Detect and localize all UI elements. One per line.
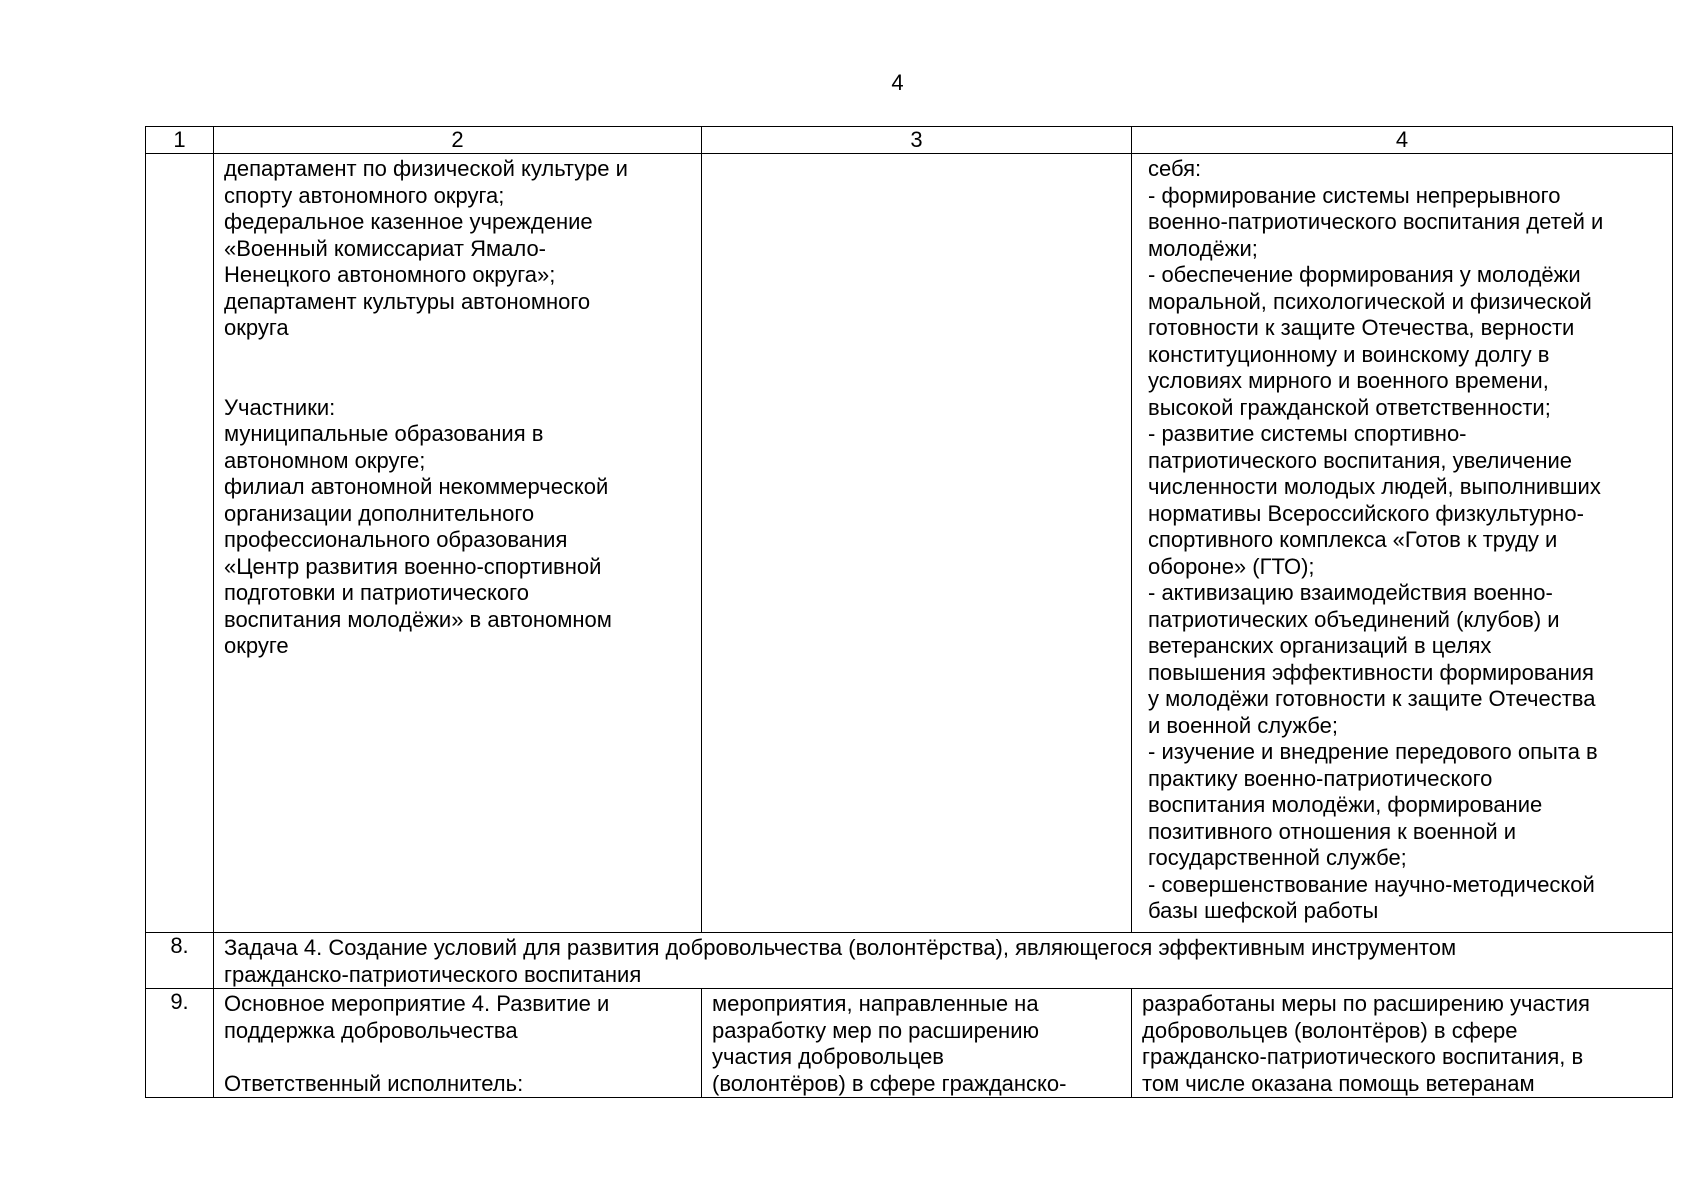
column-header-4: 4	[1132, 127, 1673, 154]
program-table	[145, 126, 1673, 1098]
table-row	[146, 933, 1673, 989]
main-event-cell: Основное мероприятие 4. Развитие и поддержка добровольчества Ответственный исполнитель:	[214, 989, 702, 1098]
column-header-1: 1	[146, 127, 214, 154]
column-header-2: 2	[214, 127, 702, 154]
row-number: 8.	[146, 933, 214, 989]
row-number: 9.	[146, 989, 214, 1098]
expected-results-cell: разработаны меры по расширению участия добровольцев (волонтёров) в сфере гражданско-патриотического воспитания, в том числе оказана помощь ветеранам	[1132, 989, 1673, 1098]
empty-cell	[702, 154, 1132, 933]
event-description-cell: мероприятия, направленные на разработку мер по расширению участия добровольцев (волонтёров) в сфере гражданско-	[702, 989, 1132, 1098]
table-row	[146, 989, 1673, 1098]
table-row	[146, 154, 1673, 933]
column-header-3: 3	[702, 127, 1132, 154]
responsible-executors-cell: департамент по физической культуре и спорту автономного округа; федеральное казенное учреждение «Военный комиссариат Ямало- Ненецкого автономного округа»; департамент культуры автономного округа Участники: муниципальные образования в автономном округе; филиал автономной некоммерческой организации дополнительного профессионального образования «Центр развития военно-спортивной подготовки и патриотического воспитания молодёжи» в автономном округе	[214, 154, 702, 933]
task-heading-cell: Задача 4. Создание условий для развития добровольчества (волонтёрства), являющегося эффективным инструментом гражданско-патриотического воспитания	[214, 933, 1673, 989]
table-header-row	[146, 127, 1673, 154]
expected-results-cell: себя: - формирование системы непрерывного военно-патриотического воспитания детей и молодёжи; - обеспечение формирования у молодёжи моральной, психологической и физической готовности к защите Отечества, верности конституционному и воинскому долгу в условиях мирного и военного времени, высокой гражданской ответственности; - развитие системы спортивно- патриотического воспитания, увеличение численности молодых людей, выполнивших нормативы Всероссийского физкультурно- спортивного комплекса «Готов к труду и обороне» (ГТО); - активизацию взаимодействия военно- патриотических объединений (клубов) и ветеранских организаций в целях повышения эффективности формирования у молодёжи готовности к защите Отечества и военной службе; - изучение и внедрение передового опыта в практику военно-патриотического воспитания молодёжи, формирование позитивного отношения к военной и государственной службе; - совершенствование научно-методической базы шефской работы	[1132, 154, 1673, 933]
page-number: 4	[891, 70, 904, 95]
row-number	[146, 154, 214, 933]
